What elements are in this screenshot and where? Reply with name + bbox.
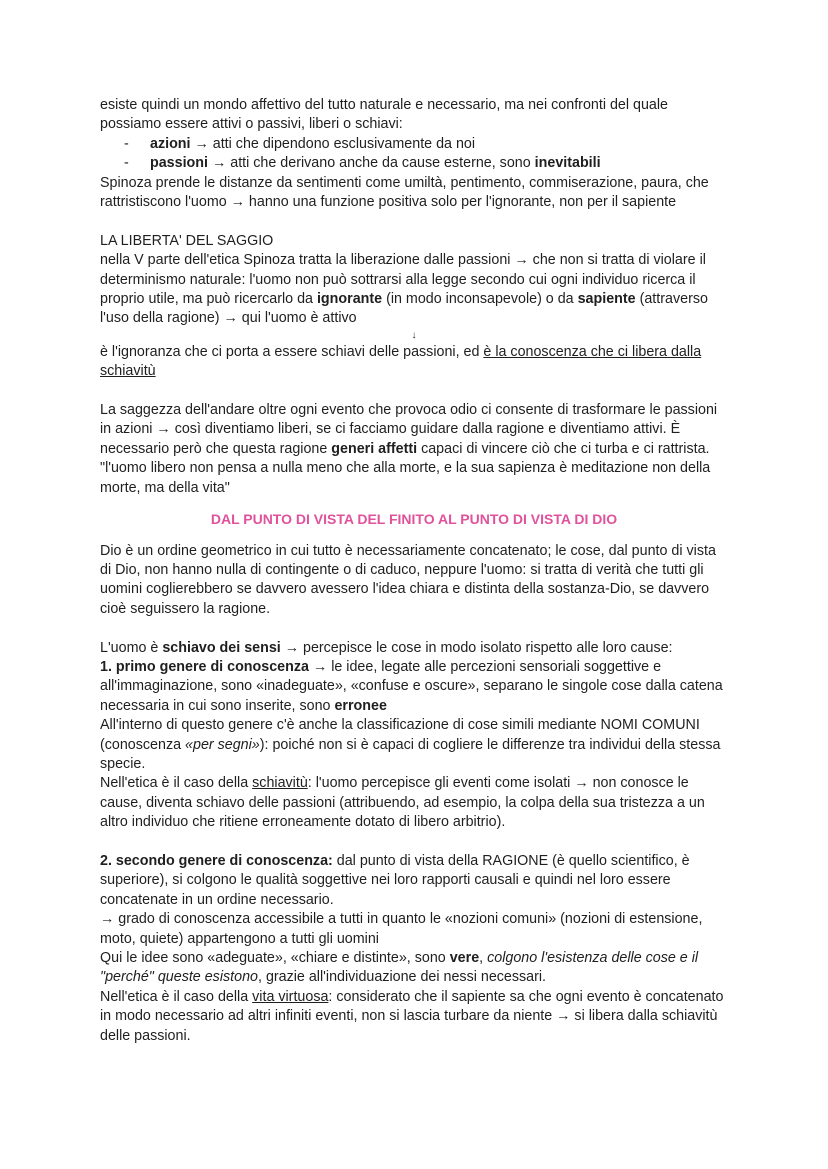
- schiavitu-paragraph: Nell'etica è il caso della schiavitù: l'uomo percepisce gli eventi come isolati → non conosce le cause, diventa schiavo delle passioni (attribuendo, ad esempio, la colpa della sua tristezza a un altro individuo che ritiene erroneamente dotato di libero arbitrio).: [100, 775, 705, 831]
- saggio-paragraph-1: nella V parte dell'etica Spinoza tratta la liberazione dalle passioni → che non si tratta di violare il determinismo naturale: l'uomo non può sottrarsi alla legge secondo cui ogni individuo ricerca il proprio utile, ma può ricercarlo da ignorante (in modo inconsapevole) o da sapiente (attraverso l'uso della ragione) → qui l'uomo è attivo: [100, 252, 708, 327]
- dio-paragraph-1: Dio è un ordine geometrico in cui tutto è necessariamente concatenato; le cose, dal punto di vista di Dio, non hanno nulla di contingente o di caduco, neppure l'uomo: si tratta di verità che tutti gli uomini coglierebbero se davvero avessero l'idea chiara e distinta della sostanza-Dio, se davvero cioè seguissero la ragione.: [100, 542, 716, 617]
- sentiments-paragraph: Spinoza prende le distanze da sentimenti come umiltà, pentimento, commiserazione, paura, che rattristiscono l'uomo → hanno una funzione positiva solo per l'ignorante, non per il sapiente: [100, 174, 709, 211]
- vita-virtuosa-paragraph: Nell'etica è il caso della vita virtuosa: considerato che il sapiente sa che ogni evento è concatenato in modo necessario ad altri infiniti eventi, non si lascia turbare da niente → si libera dalla schiavitù delle passioni.: [100, 988, 724, 1044]
- list-item-passioni: - passioni → atti che derivano anche da cause esterne, sono inevitabili: [124, 154, 728, 173]
- document-page: [100, 96, 728, 1046]
- saggio-paragraph-3: La saggezza dell'andare oltre ogni evento che provoca odio ci consente di trasformare le passioni in azioni → così diventiamo liberi, se ci facciamo guidare dalla ragione e diventiamo attivi. È necessario però che questa ragione generi affetti capaci di vincere ciò che ci turba e ci rattrista. "l'uomo libero non pensa a nulla meno che alla morte, e la sua sapienza è meditazione non della morte, ma della vita": [100, 402, 718, 496]
- idee-adeguate-paragraph: Qui le idee sono «adeguate», «chiare e distinte», sono vere, colgono l'esistenza delle cose e il "perché" queste esistono, grazie all'individuazione dei nessi necessari.: [100, 950, 699, 986]
- down-arrow-icon: ↓: [411, 329, 417, 341]
- dio-paragraph-2: L'uomo è schiavo dei sensi → percepisce le cose in modo isolato rispetto alle loro cause:: [100, 639, 673, 656]
- section-heading-saggio: LA LIBERTA' DEL SAGGIO: [100, 232, 274, 249]
- saggio-paragraph-2: è l'ignoranza che ci porta a essere schiavi delle passioni, ed è la conoscenza che ci libera dalla schiavitù: [100, 343, 702, 380]
- nomi-comuni-paragraph: All'interno di questo genere c'è anche la classificazione di cose simili mediante NOMI COMUNI (conoscenza «per segni»): poiché non si è capaci di cogliere le differenze tra individui della stessa specie.: [100, 717, 721, 772]
- section-title-dio: DAL PUNTO DI VISTA DEL FINITO AL PUNTO DI VISTA DI DIO: [210, 511, 618, 528]
- list-item-azioni: - azioni → atti che dipendono esclusivamente da noi: [124, 135, 728, 154]
- secondo-genere-paragraph: 2. secondo genere di conoscenza: dal punto di vista della RAGIONE (è quello scientifico, è superiore), si colgono le qualità soggettive nei loro rapporti causali e quindi nel loro essere concatenate in un ordine necessario.: [100, 852, 690, 908]
- intro-paragraph: esiste quindi un mondo affettivo del tutto naturale e necessario, ma nei confronti del quale possiamo essere attivi o passivi, liberi o schiavi:: [100, 97, 669, 133]
- affect-list: [100, 135, 728, 174]
- primo-genere-paragraph: 1. primo genere di conoscenza → le idee, legate alle percezioni sensoriali soggettive e all'immaginazione, sono «inadeguate», «confuse e oscure», separano le singole cose dalla catena necessaria in cui sono inserite, sono erronee: [100, 658, 723, 714]
- nozioni-comuni-paragraph: → grado di conoscenza accessibile a tutti in quanto le «nozioni comuni» (nozioni di estensione, moto, quiete) appartengono a tutti gli uomini: [100, 911, 703, 947]
